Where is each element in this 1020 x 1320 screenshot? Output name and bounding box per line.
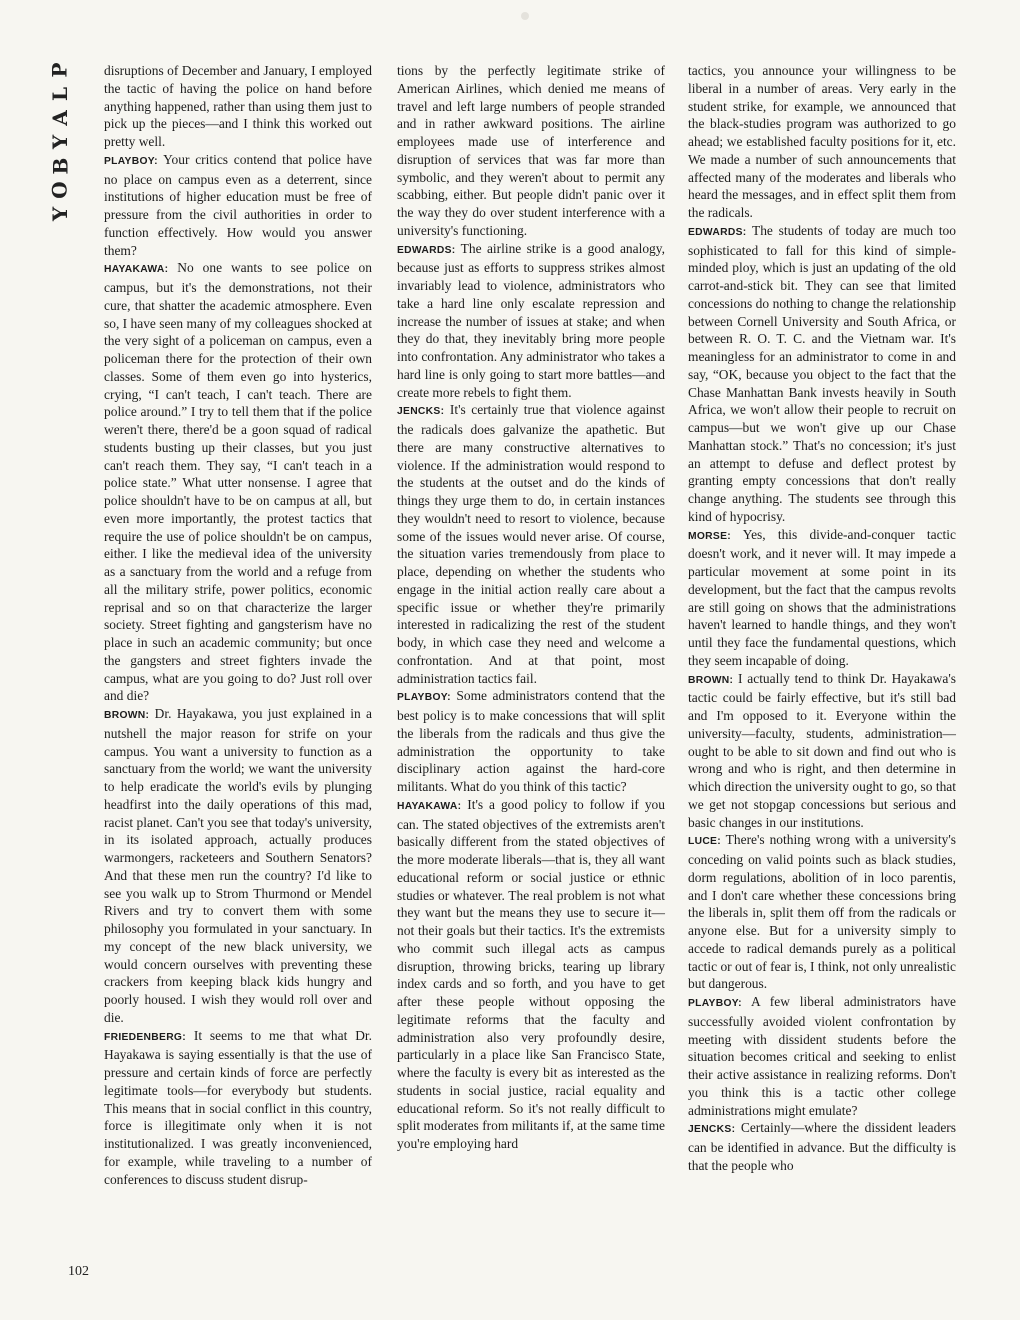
paragraph — [397, 687, 665, 796]
paragraph-text: I actually tend to think Dr. Hayakawa's tactic could be fairly effective, but it's still bad and I'm opposed to it. Everyone within the university—faculty, students, administration—ought to be able to sit down and find out who is wrong and who is right, and then determine in which direction the university ought to go, so that we get not stopgap concessions but serious and basic changes in our institutions. — [688, 670, 956, 830]
speaker-name: HAYAKAWA: — [397, 800, 462, 812]
speaker-name: PLAYBOY: — [688, 998, 742, 1009]
masthead-letter: A — [48, 110, 72, 126]
text-column-2 — [397, 62, 665, 1153]
paragraph-text: Some administrators contend that the best policy is to make concessions that will split the liberals from the radicals and thus give the administration the opportunity to take disciplinary action against the hard-core militants. What do you think of this tactic? — [397, 688, 665, 794]
masthead-letter: L — [48, 86, 72, 102]
paragraph — [688, 222, 956, 526]
paragraph — [104, 1027, 372, 1189]
paragraph — [397, 240, 665, 402]
speaker-name: MORSE: — [688, 530, 731, 542]
masthead-letter: P — [47, 62, 72, 78]
masthead-letter: Y — [48, 134, 72, 150]
paragraph — [397, 796, 665, 1153]
speaker-name: HAYAKAWA: — [104, 264, 169, 276]
paragraph-text: The airline strike is a good analogy, because just as efforts to suppress strikes almost invariably lead to violence, administrators who take a hard line only escalate repression and increase the number of issues at stake; and when they do that, they inevitably bring more people into confrontation. Any administrator who takes a hard line is only going to start more battles—and create more rebels to fight them. — [397, 240, 665, 400]
speaker-name: FRIEDENBERG: — [104, 1031, 186, 1043]
masthead-letter: O — [47, 181, 72, 199]
paragraph — [104, 705, 372, 1027]
paragraph-text: tions by the perfectly legitimate strike of American Airlines, which denied me means of travel and left large numbers of people stranded and in rather awkward positions. The airline employees made use of interference and disruption of services that was far more than symbolic, and they weren't about to permit any scabbing, either. But people didn't panic over it the way they do over student interference with a university's functioning. — [397, 63, 665, 238]
paragraph-text: disruptions of December and January, I employed the tactic of having the police on hand before anything happened, rather than using them just to pick up the pieces—and I think this worked out pretty well. — [104, 63, 372, 149]
paragraph-text: It's certainly true that violence against the radicals does galvanize the apathetic. But there are many constructive alternatives to violence. If the administration would respond to the students at the outset and do the kinds of things they urge them to do, in certain instances they wouldn't need to resort to violence, because some of the issues would never arise. Of course, the situation varies tremendously from place to place, depending on whether the students who engage in the initial action really care about a specific issue or whether they're primarily interested in radicalizing the rest of the student body, in which case they need and welcome a confrontation. And at that point, most administration tactics fail. — [397, 402, 666, 686]
paragraph — [688, 993, 956, 1119]
paragraph-text: tactics, you announce your willingness to be liberal in a number of areas. Very early in the student strike, for example, we announced that the black-studies program was authorized to go ahead; we established faculty positions for it, etc. We made a number of such announcements that affected many of the moderates and liberals who heard the messages, and in effect split them from the radicals. — [688, 63, 956, 220]
masthead-letter: B — [48, 157, 72, 175]
magazine-masthead — [44, 60, 76, 224]
speaker-name: PLAYBOY: — [104, 155, 158, 167]
paragraph — [104, 151, 372, 260]
page-smudge — [521, 12, 529, 20]
paragraph-text: No one wants to see police on campus, but it's the demonstrations, not their cure, that shatter the academic atmosphere. Even so, I have seen many of my colleagues shocked at the very sight of a policeman on campus, even a policeman there for the protection of their own classes. Some of them even go into hysterics, crying, “I can't teach, I can't teach. There are police around.” I try to tell them that if the police weren't there, there'd be a goon squad of radical students busting up their classes, but you just can't reach them. They say, “I can't teach in a police state.” What utter nonsense. I agree that police shouldn't have to be on campus at all, but even more importantly, the protest tactics that require the use of police shouldn't be on campus, either. I like the medieval idea of the university as a sanctuary from the world and a refuge from all the military strife, power politics, economic reprisal and so on that characterize the larger society. Street fighting and gangsterism have no place in such an academic community; but once the gangsters and street fighters invade the campus, what are you going to do? Just roll over and die? — [104, 260, 372, 704]
paragraph — [104, 259, 372, 705]
paragraph — [688, 670, 956, 832]
speaker-name: PLAYBOY: — [397, 692, 451, 704]
paragraph-text: Certainly—where the dissident leaders can be identified in advance. But the difficulty is that the people who — [688, 1120, 956, 1173]
text-column-3 — [688, 62, 956, 1175]
speaker-name: JENCKS: — [397, 406, 445, 418]
masthead-letter: Y — [48, 206, 72, 222]
paragraph-text: The students of today are much too sophisticated to fall for this kind of simple-minded ploy, which is just an updating of the old carrot-and-stick bit. They can see that limited concessions do nothing to change the relationship between Cornell University and South Africa, or between R. O. T. C. and the Vietnam war. It's meaningless for an administrator to come in and say, “OK, because you object to the fact that the Chase Manhattan Bank invests heavily in South Africa, we won't allow their people to recruit on campus—but we won't give up our Chase Manhattan stock.” That's no concession; it's just an attempt to defuse and deflect protest by granting empty concessions that don't really change anything. The students see through this kind of hypocrisy. — [688, 222, 956, 524]
speaker-name: BROWN: — [688, 674, 734, 686]
speaker-name: EDWARDS: — [397, 244, 456, 256]
speaker-name: JENCKS: — [688, 1124, 736, 1136]
paragraph-text: It seems to me that what Dr. Hayakawa is saying essentially is that the use of pressure and certain kinds of force are perfectly legitimate tools—for everybody but students. This means that in social conflict in this country, force is illegitimate only when it is not institutionalized. I was greatly inconvenienced, for example, while traveling to a number of conferences to discuss student disrup- — [104, 1027, 373, 1187]
page-number: 102 — [68, 1264, 89, 1279]
speaker-name: EDWARDS: — [688, 226, 747, 238]
paragraph-text: It's a good policy to follow if you can. The stated objectives of the extremists aren't basically different from the stated objectives of the more moderate liberals—that is, they all want educational reform or social justice or ethnic studies or whatever. The real problem is not what they want but the means they use to secure it—not their goals but their tactics. It's the extremists who commit such illegal acts as campus disruption, throwing bricks, tearing up library index cards and so forth, and you have to get after these people without opposing the legitimate reforms that the faculty and administration also very profoundly desire, particularly in a place like San Francisco State, where the faculty is every bit as interested as the students in social justice, racial equality and educational reform. So it's not really difficult to split moderates from militants if, at the same time you're employing hard — [397, 796, 665, 1151]
paragraph — [104, 62, 372, 151]
paragraph-text: Your critics contend that police have no place on campus even as a deterrent, since institutions of higher education must be free of pressure from the civil authorities in order to function effectively. How would you answer them? — [104, 151, 372, 258]
speaker-name: BROWN: — [104, 710, 150, 721]
paragraph — [688, 526, 956, 670]
paragraph-text: Dr. Hayakawa, you just explained in a nutshell the major reason for strife on your campus. You want a university to function as a sanctuary from the world; we want the university to help eradicate the world's evils by plunging headfirst into the daily operations of this mad, racist planet. Can't you see that today's university, in its isolated approach, actually produces warmongers, racketeers and Southern Senators? And that these men run the country? I'd like to see you walk up to Strom Thurmond or Mendel Rivers and try to convert them with some philosophy you formulated in your sanctuary. In my concept of the new black university, we would concern ourselves with preventing these crackers from keeping black kids hungry and poorly housed. I wish they would roll over and die. — [104, 706, 372, 1025]
paragraph — [397, 62, 665, 240]
paragraph-text: A few liberal administrators have successfully avoided violent confrontation by meeting with dissident students before the situation becomes critical and seeking to enlist their active assistance in realizing reforms. Don't you think this is a tactic other college administrations might emulate? — [688, 994, 956, 1118]
paragraph — [688, 62, 956, 222]
paragraph — [397, 401, 665, 687]
paragraph-text: Yes, this divide-and-conquer tactic doesn't work, and it never will. It may impede a particular movement at some point in its development, but the fact that the campus revolts are still going on shows that the administrations haven't learned to handle things, and they won't until they face the fundamental questions, which they seem incapable of doing. — [688, 526, 956, 668]
text-column-1 — [104, 62, 372, 1188]
speaker-name: LUCE: — [688, 836, 721, 848]
paragraph-text: There's nothing wrong with a university's conceding on valid points such as black studies, dorm regulations, abolition of in loco parentis, and I don't care whether these concessions bring the liberals in, split them off from the radicals or anyone else. But for a university simply to accede to radical demands purely as a political tactic or out of fear is, I think, not only unrealistic but dangerous. — [688, 832, 956, 992]
paragraph — [688, 831, 956, 993]
paragraph — [688, 1119, 956, 1174]
